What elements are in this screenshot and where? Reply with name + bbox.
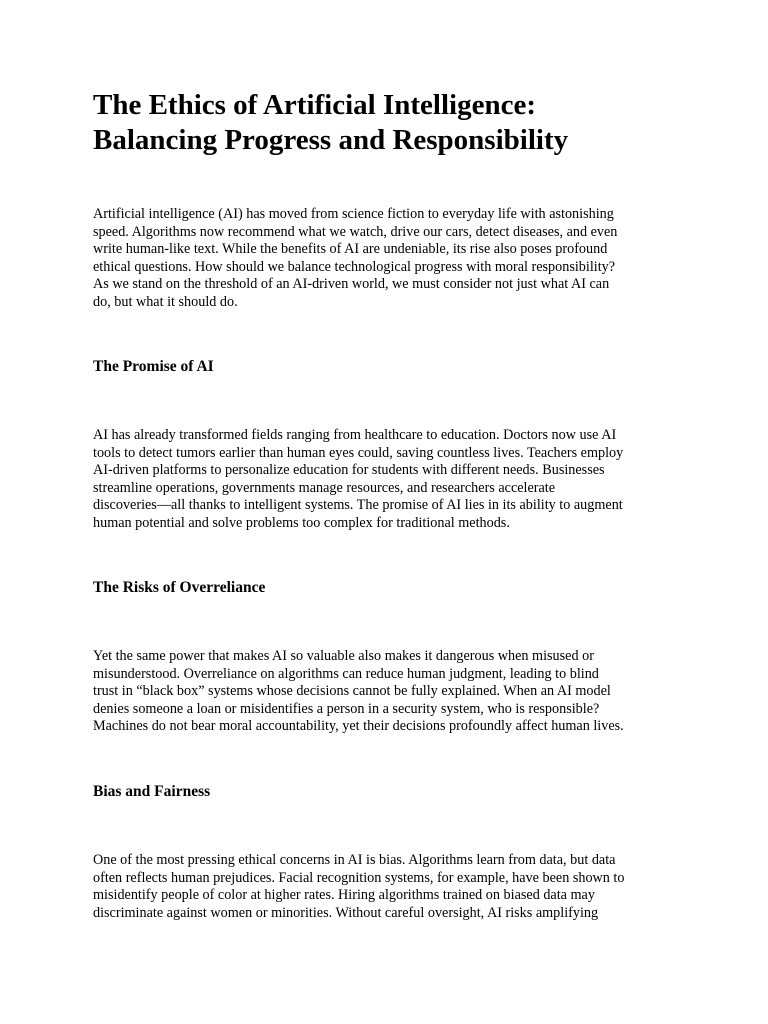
text-line: do, but what it should do.: [93, 293, 238, 310]
intro-paragraph: [93, 206, 693, 312]
document-title: [93, 88, 713, 158]
text-line: As we stand on the threshold of an AI-driven world, we must consider not just what AI can: [93, 276, 610, 293]
section-paragraph-risks: [93, 648, 693, 736]
text-line: speed. Algorithms now recommend what we watch, drive our cars, detect diseases, and even: [93, 223, 618, 240]
section-heading-bias: Bias and Fairness: [93, 783, 211, 800]
text-line: streamline operations, governments manage resources, and researchers accelerate: [93, 479, 556, 496]
text-line: discriminate against women or minorities. Without careful oversight, AI risks amplifying: [93, 904, 599, 921]
title-line: The Ethics of Artificial Intelligence:: [93, 89, 536, 121]
text-line: discoveries—all thanks to intelligent systems. The promise of AI lies in its ability to augment: [93, 497, 623, 514]
text-line: One of the most pressing ethical concerns in AI is bias. Algorithms learn from data, but data: [93, 852, 616, 868]
text-line: Artificial intelligence (AI) has moved from science fiction to everyday life with astonishing: [93, 206, 614, 222]
text-line: AI has already transformed fields ranging from healthcare to education. Doctors now use AI: [93, 427, 617, 443]
text-line: human potential and solve problems too complex for traditional methods.: [93, 514, 510, 531]
text-line: misunderstood. Overreliance on algorithms can reduce human judgment, leading to blind: [93, 665, 599, 682]
section-paragraph-promise: [93, 427, 693, 533]
text-line: trust in “black box” systems whose decisions cannot be fully explained. When an AI model: [93, 683, 611, 700]
text-line: misidentify people of color at higher rates. Hiring algorithms trained on biased data may: [93, 887, 595, 904]
text-line: ethical questions. How should we balance technological progress with moral responsibility?: [93, 258, 616, 275]
text-line: often reflects human prejudices. Facial recognition systems, for example, have been shown to: [93, 869, 625, 886]
section-heading-promise: The Promise of AI: [93, 358, 214, 375]
text-line: Yet the same power that makes AI so valuable also makes it dangerous when misused or: [93, 648, 594, 664]
section-paragraph-bias: [93, 852, 693, 922]
text-line: Machines do not bear moral accountability, yet their decisions profoundly affect human lives.: [93, 718, 624, 735]
section-heading-risks: The Risks of Overreliance: [93, 579, 266, 596]
title-line: Balancing Progress and Responsibility: [93, 124, 569, 156]
text-line: AI-driven platforms to personalize education for students with different needs. Businesses: [93, 462, 605, 479]
text-line: tools to detect tumors earlier than human eyes could, saving countless lives. Teachers employ: [93, 444, 624, 461]
text-line: denies someone a loan or misidentifies a person in a security system, who is responsible?: [93, 700, 600, 717]
text-line: write human-like text. While the benefits of AI are undeniable, its rise also poses profound: [93, 241, 608, 258]
